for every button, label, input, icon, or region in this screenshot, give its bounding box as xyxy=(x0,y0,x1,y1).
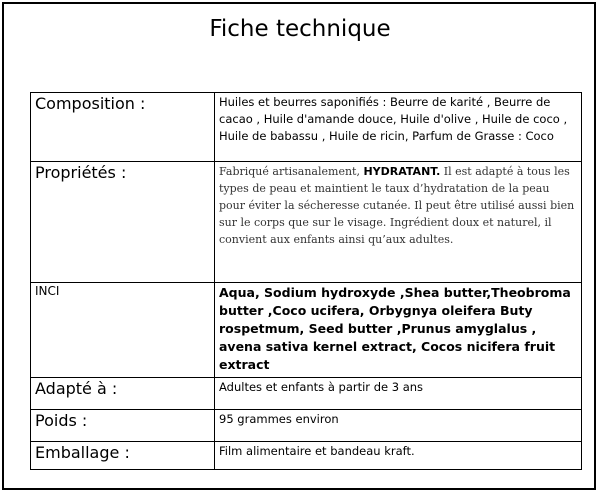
weight-value: 95 grammes environ xyxy=(215,410,582,442)
packaging-value: Film alimentaire et bandeau kraft. xyxy=(215,442,582,470)
properties-text-rest: Il est adapté à tous les types de peau et maintient le taux d’hydratation de la peau pour éviter la sécheresse cutanée. Il peut être utilisé aussi bien sur le corps que sur le visage. Ingrédient doux et naturel, il convient aux enfants ainsi qu’aux adultes. xyxy=(219,165,575,246)
table-row-properties xyxy=(31,162,582,283)
properties-text-start: Fabriqué artisanalement, xyxy=(219,165,364,178)
suitable-for-label: Adapté à : xyxy=(31,378,215,410)
properties-emphasis: HYDRATANT. xyxy=(363,165,441,178)
inci-value: Aqua, Sodium hydroxyde ,Shea butter,Theobroma butter ,Coco ucifera, Orbygnya oleifera Buty rospetmum, Seed butter ,Prunus amyglalus , avena sativa kernel extract, Cocos nicifera fruit extract xyxy=(215,283,582,378)
spec-table xyxy=(30,92,582,470)
table-row-suitable-for xyxy=(31,378,582,410)
weight-label: Poids : xyxy=(31,410,215,442)
composition-value: Huiles et beurres saponifiés : Beurre de karité , Beurre de cacao , Huile d'amande douce, Huile d'olive , Huile de coco , Huile de babassu , Huile de ricin, Parfum de Grasse : Coco xyxy=(215,93,582,162)
table-row-inci xyxy=(31,283,582,378)
page-title: Fiche technique xyxy=(209,16,391,42)
properties-value xyxy=(215,162,582,283)
table-row-weight xyxy=(31,410,582,442)
table-row-packaging xyxy=(31,442,582,470)
composition-label: Composition : xyxy=(31,93,215,162)
table-row-composition xyxy=(31,93,582,162)
suitable-for-value: Adultes et enfants à partir de 3 ans xyxy=(215,378,582,410)
packaging-label: Emballage : xyxy=(31,442,215,470)
inci-label: INCI xyxy=(31,283,215,378)
properties-label: Propriétés : xyxy=(31,162,215,283)
